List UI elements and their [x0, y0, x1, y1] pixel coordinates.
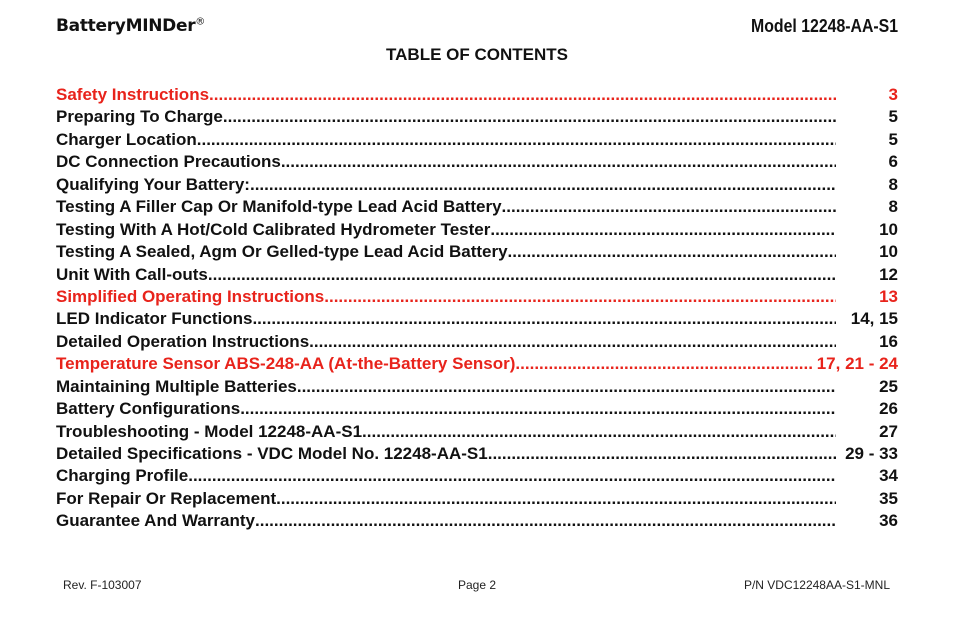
toc-entry-page: 5 — [888, 129, 898, 149]
toc-entry-page: 35 — [879, 488, 898, 508]
toc-entry[interactable] — [56, 353, 898, 375]
footer-page-number: Page 2 — [457, 578, 497, 592]
toc-entry[interactable] — [56, 510, 898, 532]
toc-entry-title: Maintaining Multiple Batteries — [56, 376, 297, 396]
toc-entry[interactable] — [56, 443, 898, 465]
footer-revision: Rev. F-103007 — [63, 578, 142, 592]
dot-leader — [240, 398, 836, 420]
toc-entry[interactable] — [56, 196, 898, 218]
brand-name: BatteryMINDer — [56, 16, 196, 36]
dot-leader — [188, 465, 836, 487]
toc-entry-page: 5 — [888, 107, 898, 127]
toc-entry-page: 17, 21 - 24 — [816, 354, 898, 374]
dot-leader — [255, 510, 836, 532]
toc-entry-page: 6 — [888, 152, 898, 172]
toc-entry[interactable] — [56, 84, 898, 106]
dot-leader — [197, 129, 836, 151]
dot-leader — [276, 488, 836, 510]
toc-entry[interactable] — [56, 331, 898, 353]
dot-leader — [490, 219, 836, 241]
toc-entry[interactable] — [56, 308, 898, 330]
toc-entry-title: Simplified Operating Instructions — [56, 286, 325, 306]
toc-entry-page: 8 — [888, 174, 898, 194]
toc-entry[interactable] — [56, 174, 898, 196]
toc-entry[interactable] — [56, 106, 898, 128]
toc-entry-page: 27 — [879, 421, 898, 441]
toc-entry[interactable] — [56, 421, 898, 443]
toc-entry-title: Unit With Call-outs — [56, 264, 208, 284]
dot-leader — [488, 443, 836, 465]
dot-leader — [250, 174, 836, 196]
page-title: TABLE OF CONTENTS — [386, 45, 568, 64]
dot-leader — [309, 331, 836, 353]
toc-entry[interactable] — [56, 129, 898, 151]
model-number: Model 12248-AA-S1 — [750, 16, 898, 36]
toc-entry-title: Charger Location — [56, 129, 197, 149]
toc-entry-title: Troubleshooting - Model 12248-AA-S1 — [56, 421, 363, 441]
toc-entry-page: 13 — [879, 286, 898, 306]
toc-entry-title: Testing A Sealed, Agm Or Gelled-type Lead Acid Battery — [56, 242, 508, 262]
toc-entry[interactable] — [56, 241, 898, 263]
toc-entry-page: 10 — [879, 242, 898, 262]
toc-entry[interactable] — [56, 264, 898, 286]
toc-entry-page: 36 — [879, 511, 898, 531]
toc-entry-title: Detailed Specifications - VDC Model No. 12248-AA-S1 — [56, 444, 488, 463]
toc-entry[interactable] — [56, 398, 898, 420]
toc-entry-title: Testing A Filler Cap Or Manifold-type Lead Acid Battery — [56, 197, 502, 217]
toc-entry[interactable] — [56, 151, 898, 173]
toc-entry-page: 3 — [888, 85, 898, 104]
toc-entry-title: Temperature Sensor ABS-248-AA (At-the-Battery Sensor) — [56, 354, 516, 374]
dot-leader — [362, 421, 836, 443]
table-of-contents — [56, 84, 898, 533]
toc-entry[interactable] — [56, 286, 898, 308]
toc-entry[interactable] — [56, 465, 898, 487]
toc-entry-title: Testing With A Hot/Cold Calibrated Hydrometer Tester — [56, 219, 491, 239]
dot-leader — [502, 196, 836, 218]
dot-leader — [252, 308, 836, 330]
toc-entry[interactable] — [56, 488, 898, 510]
dot-leader — [297, 376, 836, 398]
toc-entry-page: 14, 15 — [850, 309, 898, 329]
dot-leader — [281, 151, 836, 173]
toc-entry-title: Preparing To Charge — [56, 107, 223, 127]
toc-entry[interactable] — [56, 376, 898, 398]
toc-entry-title: Battery Configurations — [56, 399, 241, 419]
dot-leader — [515, 353, 812, 375]
toc-entry-title: LED Indicator Functions — [56, 309, 253, 329]
brand-logo — [56, 16, 205, 36]
toc-entry-page: 34 — [879, 466, 898, 486]
toc-entry[interactable] — [56, 219, 898, 241]
dot-leader — [223, 106, 836, 128]
toc-entry-title: Guarantee And Warranty — [56, 511, 256, 531]
toc-entry-page: 12 — [879, 264, 898, 284]
toc-entry-title: Safety Instructions — [56, 85, 210, 104]
toc-entry-title: DC Connection Precautions — [56, 152, 281, 172]
toc-entry-page: 25 — [879, 376, 898, 396]
footer-part-number: P/N VDC12248AA-S1-MNL — [743, 578, 890, 592]
toc-entry-page: 16 — [879, 331, 898, 351]
toc-entry-title: Charging Profile — [56, 466, 189, 486]
toc-entry-title: Qualifying Your Battery: — [56, 174, 250, 194]
dot-leader — [209, 84, 836, 106]
dot-leader — [324, 286, 836, 308]
registered-mark: ® — [195, 16, 205, 28]
toc-entry-page: 26 — [879, 399, 898, 419]
toc-entry-page: 29 - 33 — [845, 444, 898, 463]
toc-entry-title: Detailed Operation Instructions — [56, 331, 310, 351]
dot-leader — [508, 241, 836, 263]
toc-entry-title: For Repair Or Replacement — [56, 488, 277, 508]
dot-leader — [208, 264, 836, 286]
toc-entry-page: 8 — [888, 197, 898, 217]
toc-entry-page: 10 — [879, 219, 898, 239]
